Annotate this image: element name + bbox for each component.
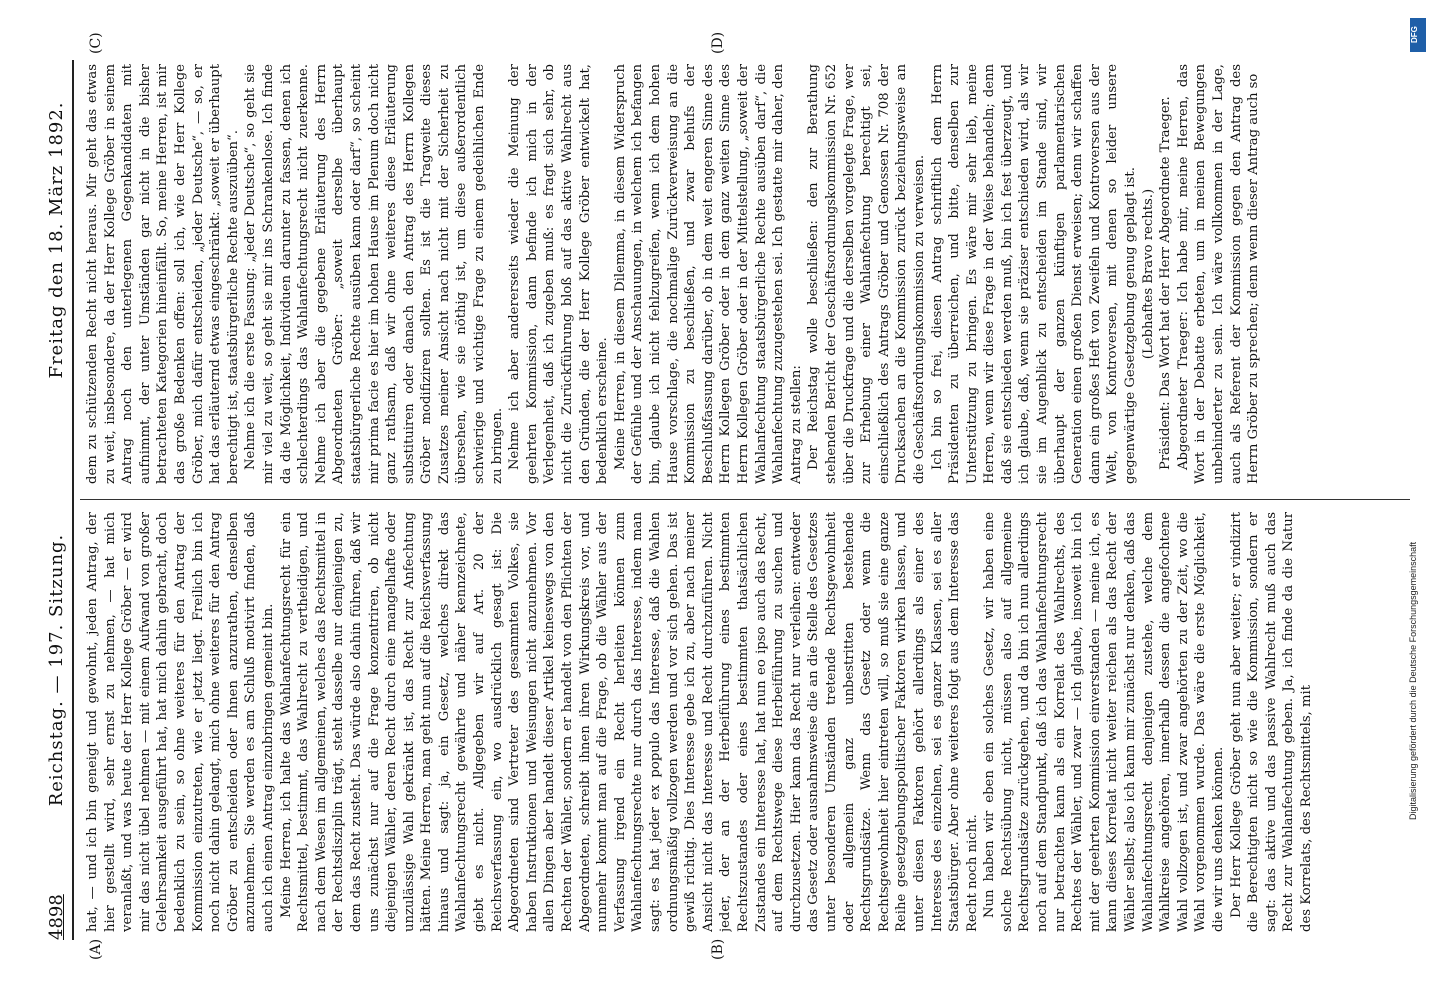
digitization-credit: Digitalisierung gefördert durch die Deutsche Forschungsgemeinschaft [1408,541,1418,820]
paragraph: Der Herr Kollege Gröber geht nun aber weiter; er vindizirt die Berechtigten nicht so wie die Kommission, sondern er sagt: das aktive und das passive Wahlrecht muß auch das Recht zur Wahlanfechtung geben. Ja, ich finde da die Natur des Korrelats, des Rechtsmittels, mit [1228,512,1314,932]
applause-note: (Lebhaftes Bravo rechts.) [1140,188,1156,360]
margin-marker-c: (C) [88,32,104,54]
header-right-title: Freitag den 18. März 1892. [46,101,67,379]
right-column [84,64,1404,484]
paragraph: Meine Herren, ich halte das Wahlanfechtungsrecht für ein Rechtsmittel, bestimmt, das Wahlrecht zu vertheidigen, und nach dem Wesen im allgemeinen, welches das Rechtsmittel in der Rechtsdisziplin trägt, steht dasselbe nur demjenigen zu, dem das Recht zusteht. Das würde also dahin führen, daß wir uns zunächst nur auf die Frage konzentriren, ob nicht diejenigen Wähler, deren Recht durch eine mangelhafte oder unzulässige Wahl gekränkt ist, das Recht zur Anfechtung hätten. Meine Herren, man geht nun auf die Reichsverfassung hinaus und sagt: ja, ein Gesetz, welches direkt das Wahlanfechtungsrecht gewährte und näher kennzeichnete, giebt es nicht. Allgegeben wir auf Art. 20 der Reichsverfassung ein, wo ausdrücklich gesagt ist: Die Abgeordneten sind Vertreter des gesammten Volkes, sie haben Instruktionen und Weisungen nicht anzunehmen. Vor allen Dingen aber handelt dieser Artikel keineswegs von den Rechten der Wähler, sondern er handelt von den Pflichten der Abgeordneten, schreibt ihnen ihren Wirkungskreis vor, und nunmehr kommt man auf die Frage, ob die Wähler aus der Verfassung irgend ein Recht herleiten können zum Wahlanfechtungsrechte nur durch das Interesse, indem man sagt: es hat jeder ex populo das Interesse, daß die Wahlen ordnungsmäßig vollzogen werden und vor sich gehen. Das ist gewiß richtig. Dies Interesse gebe ich zu, aber nach meiner Ansicht nicht das Interesse und Recht durchzuführen. Nicht jeder, der an der Herbeiführung eines bestimmten Rechtszustandes oder eines bestimmten thatsächlichen Zustandes ein Interesse hat, hat nun eo ipso auch das Recht, auf dem Rechtswege diese Herbeiführung zu suchen und durchzusetzen. Hier kann das Recht nur verleihen: entweder das Gesetz oder ausnahmsweise die an die Stelle des Gesetzes unter besonderen Umständen tretende Rechtsgewohnheit oder allgemein ganz unbestritten bestehende Rechtsgrundsätze. Wenn das Gesetz oder wenn die Rechtsgewohnheit hier eintreten will, so muß sie eine ganze Reihe gesetzgebungspolitischer Faktoren wirken lassen, und unter diesen Faktoren gehört allerdings als einer des Interesse des einzelnen, sei es ganzer Klassen, sei es aller Staatsbürger. Aber ohne weiteres folgt aus dem Interesse das Recht noch nicht. [278,512,980,932]
margin-marker-b: (B) [710,938,726,960]
dfg-logo: DFG [1410,18,1426,52]
paragraph: Meine Herren, in diesem Dilemma, in diesem Widerspruch der Gefühle und der Anschauungen, in welchem ich befangen bin, glaube ich nicht fehlzugreifen, wenn ich dem hohen Hause vorschlage, die nochmalige Zurückverweisung an die Kommission zu beschließen, und zwar behufs der Beschlußfassung darüber, ob in dem weit engeren Sinne des Herrn Kollegen Gröber oder in dem ganz weiten Sinne des Herrn Kollegen Gröber oder in der Mittelstellung, „soweit der Wahlanfechtung staatsbürgerliche Rechte ausüben darf“, die Wahlanfechtung zuzugestehen sei. Ich gestatte mir daher, den Antrag zu stellen: [612,64,804,484]
margin-marker-a: (A) [88,938,104,960]
motion-text: Der Reichstag wolle beschließen: den zur Berathung stehenden Bericht der Geschäftsordnungskommission Nr. 652 über die Druckfrage und die derselben vorgelegte Frage, wer zur Erhebung einer Wahlanfechtung berechtigt sei, einschließlich des Antrags Gröber und Genossen Nr. 708 der Drucksachen an die Kommission zurück beziehungsweise an die Geschäftsordnungskommission zu verweisen. [806,64,927,484]
paragraph: dem zu schützenden Recht nicht heraus. Mir geht das etwas zu weit, insbesondere, da der Herr Kollege Gröber in seinem Antrag noch den unterlegenen Gegenkandidaten mit aufnimmt, der unter Umständen gar nicht in die bisher betrachteten Kategorien hineinfällt. So, meine Herren, ist mir das große Bedenken offen: soll ich, wie der Herr Kollege Gröber, mich dafür entscheiden, „jeder Deutsche“, — so, er hat das erläuternd etwas eingeschränkt: „soweit er überhaupt berechtigt ist, staatsbürgerliche Rechte auszuüben“. [85,64,241,484]
paragraph: Ich bin so frei, diesen Antrag schriftlich dem Herrn Präsidenten zu überreichen, und bitte, denselben zur Unterstützung zu bringen. Es wäre mir sehr lieb, meine Herren, wenn wir diese Frage in der Weise behandeln; denn daß sie entschieden werden muß, bin ich fest überzeugt, und ich glaube, daß, wenn sie präziser entschieden wird, als wir sie im Augenblick zu entscheiden im Stande sind, wir überhaupt der ganzen künftigen parlamentarischen Generation einen großen Dienst erweisen; denn wir schaffen dann ein großes Heft von Zweifeln und Kontroversen aus der Welt, von Kontroversen, mit denen so leider unsere gegenwärtige Gesetzgebung genug geplagt ist. [929,64,1139,484]
page-header [40,60,80,940]
header-rule [72,60,74,940]
paragraph: Nehme ich die erste Fassung: „jeder Deutsche“, so geht sie mir viel zu weit, so geht sie mir ins Schrankenlose. Ich finde da die Möglichkeit, Individuen darunter zu fassen, denen ich schlechterdings das Wahlanfechtungsrecht nicht zuerkenne. Nehme ich aber die gegebene Erläuterung des Herrn Abgeordneten Gröber: „soweit derselbe überhaupt staatsbürgerliche Rechte ausüben kann oder darf“, so scheint mir prima facie es hier im hohen Hause im Plenum doch nicht ganz rathsam, daß wir ohne weiteres diese Erläuterung substituiren oder danach den Antrag des Herrn Kollegen Gröber modifiziren sollten. Es ist die Tragweite dieses Zusatzes meiner Ansicht nach nicht mit der Sicherheit zu übersehen, wie sie nöthig ist, um diese außerordentlich schwierige und wichtige Frage zu einem gedeihlichen Ende zu bringen. [243,64,505,484]
header-left-title: Reichstag. — 197. Sitzung. [46,533,67,807]
column-divider [80,499,1410,500]
left-column [84,512,1404,932]
page-number: 4898 [46,894,67,940]
paragraph: Nun haben wir eben ein solches Gesetz, wir haben eine solche Rechtsübung nicht, müssen also auf allgemeine Rechtsgrundsätze zurückgehen, und da bin ich nun allerdings noch auf dem Standpunkt, daß ich das Wahlanfechtungsrecht nur betrachten kann als ein Korrelat des Wahlrechts, des Rechtes der Wähler, und zwar — ich glaube, insoweit bin ich mit der geehrten Kommission einverstanden — meine ich, es kann dieses Korrelat nicht weiter reichen als das Recht der Wähler selbst; also ich kann mir zunächst nur denken, daß das Wahlanfechtungsrecht denjenigen zustehe, welche dem Wahlkreise angehören, innerhalb dessen die angefochtene Wahl vollzogen ist, und zwar angehörten zu der Zeit, wo die Wahl vorgenommen wurde. Das wäre die erste Möglichkeit, die wir uns denken können. [982,512,1226,932]
speaker-paragraph: Präsident: Das Wort hat der Herr Abgeordnete Traeger. [1158,96,1174,470]
speaker-paragraph: Abgeordneter Traeger: Ich habe mir, meine Herren, das Wort in der Debatte erbeten, um in meinen Bewegungen unbehinderter zu sein. Ich wäre vollkommen in der Lage, auch als Referent der Kommission gegen den Antrag des Herrn Gröber zu sprechen; denn wenn dieser Antrag auch so [1175,64,1262,484]
paragraph: Nehme ich aber andererseits wieder die Meinung der geehrten Kommission, dann befinde ich mich in der Verlegenheit, daß ich zugeben muß: es fragt sich sehr, ob nicht die Zurückführung bloß auf das aktive Wahlrecht aus den Gründen, die der Herr Kollege Gröber entwickelt hat, bedenklich erscheine. [507,64,611,484]
margin-marker-d: (D) [710,31,726,54]
paragraph: hat, — und ich bin geneigt und gewohnt, jeden Antrag, der hier gestellt wird, sehr ernst zu nehmen, — hat mich veranlaßt, und was heute der Herr Kollege Gröber — er wird mir das nicht übel nehmen — mit einem Aufwand von großer Gelehrsamkeit ausgeführt hat, hat mich dahin gebracht, doch bedenklich zu sein, so ohne weiteres für den Antrag der Kommission einzutreten, wie er jetzt liegt. Freilich bin ich noch nicht dahin gelangt, mich ohne weiteres für den Antrag Gröber zu entscheiden oder Ihnen anzurathen, denselben anzunehmen. Sie werden es am Schluß motivirt finden, daß auch ich einen Antrag einzubringen gemeint bin. [85,512,276,932]
